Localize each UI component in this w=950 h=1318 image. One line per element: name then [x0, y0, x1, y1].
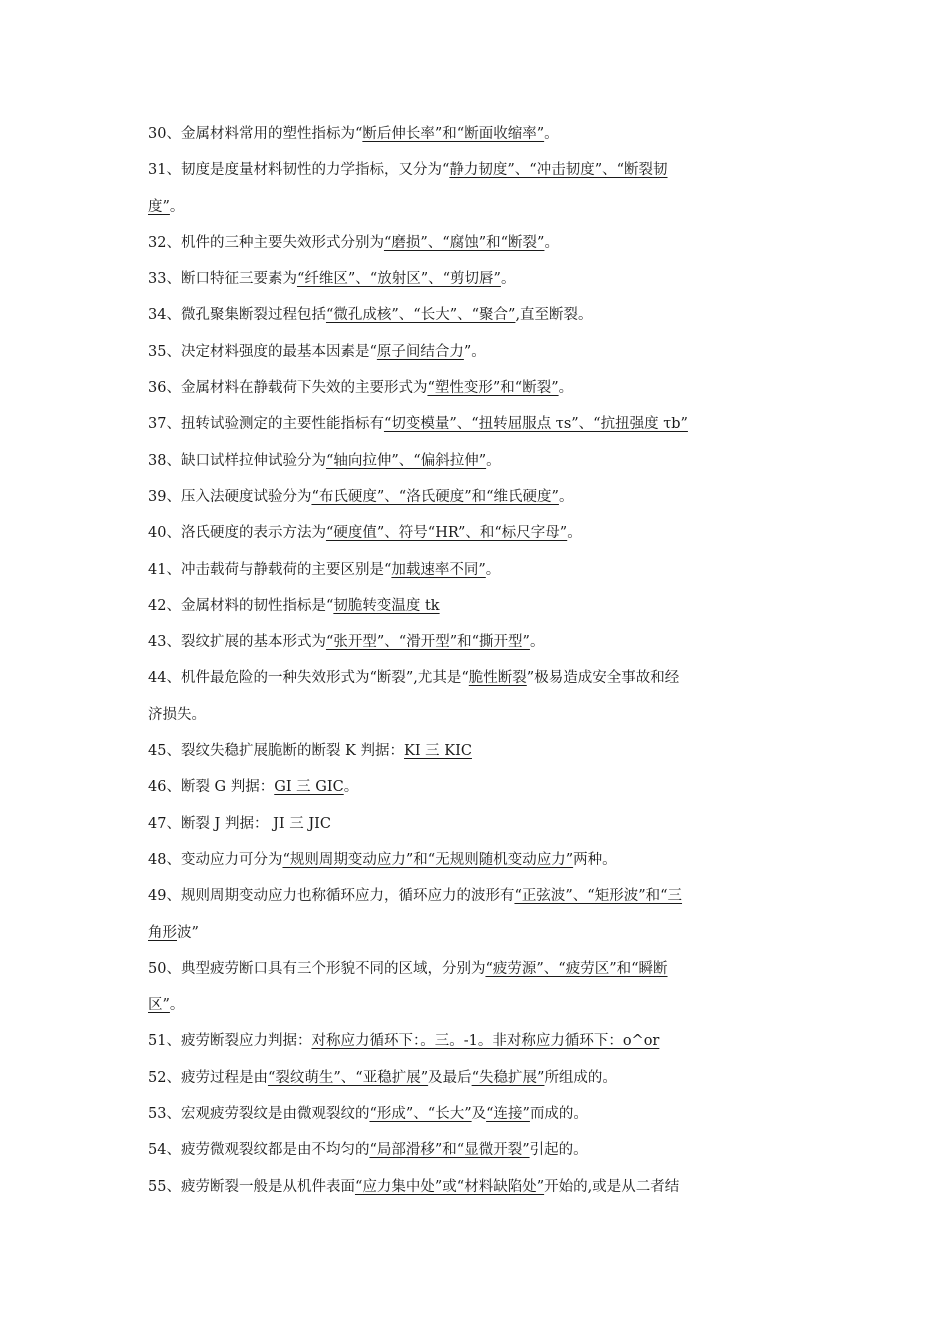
- answer-text: 断后伸长率”和“断面收缩率”: [362, 126, 545, 142]
- answer-text: “纤维区”、“放射区”、“剪切唇”: [296, 271, 501, 288]
- question-text: 。: [544, 126, 559, 142]
- answer-text: 度”: [148, 198, 170, 215]
- question-text: 47、断裂 J 判据： JI 三 JIC: [148, 815, 331, 832]
- question-text: 及: [471, 1106, 487, 1123]
- question-text: 。: [567, 525, 582, 542]
- question-text: 55、疲劳断裂一般是从机件表面: [148, 1178, 355, 1195]
- question-text: 46、断裂 G 判据：: [148, 779, 275, 796]
- question-text: 43、裂纹扩展的基本形式为: [148, 634, 326, 651]
- question-text: ”。: [463, 343, 486, 360]
- text-line: [148, 406, 808, 442]
- question-text: 济损失。: [148, 706, 206, 723]
- text-line: [148, 915, 808, 951]
- text-line: [148, 1132, 808, 1168]
- question-text: 。: [558, 380, 574, 397]
- answer-text: “轴向拉伸”、“偏斜拉伸”: [325, 452, 487, 469]
- text-line: [148, 116, 808, 152]
- question-text: 30、金属材料常用的塑性指标为“: [148, 126, 363, 142]
- answer-text: 脆性断裂: [468, 670, 527, 687]
- text-line: [148, 987, 808, 1023]
- text-line: [148, 189, 808, 225]
- question-text: 44、机件最危险的一种失效形式为“断裂”,尤其是“: [148, 670, 469, 687]
- question-text: 50、典型疲劳断口具有三个形貌不同的区域，分别为: [148, 960, 486, 977]
- text-line: [148, 225, 808, 261]
- question-text: 。: [169, 198, 185, 215]
- question-text: 。: [529, 634, 545, 651]
- answer-text: “失稳扩展”: [471, 1069, 545, 1086]
- text-line: [148, 370, 808, 406]
- text-line: [148, 624, 808, 660]
- text-line: [148, 1169, 808, 1205]
- question-text: 。: [169, 997, 185, 1014]
- answer-text: “连接”: [486, 1106, 530, 1123]
- question-text: 及最后: [428, 1069, 472, 1086]
- answer-text: “形成”、“长大”: [369, 1106, 472, 1123]
- question-text: 。: [485, 561, 501, 578]
- question-text: 。: [558, 488, 574, 505]
- text-line: [148, 660, 808, 696]
- text-line: [148, 152, 808, 188]
- question-text: 51、疲劳断裂应力判据：: [148, 1033, 312, 1050]
- question-text: 33、断口特征三要素为: [148, 271, 297, 288]
- text-line: [148, 552, 808, 588]
- question-text: 42、金属材料的韧性指标是“: [148, 597, 334, 614]
- answer-text: 原子间结合力: [376, 343, 464, 360]
- text-line: [148, 588, 808, 624]
- question-text: 48、变动应力可分为: [148, 851, 283, 868]
- question-text: 45、裂纹失稳扩展脆断的断裂 K 判据：: [148, 743, 405, 760]
- question-text: 两种。: [573, 851, 617, 868]
- text-line: [148, 878, 808, 914]
- answer-text: “裂纹萌生”、“亚稳扩展”: [267, 1069, 429, 1086]
- answer-text: “张开型”、“滑开型”和“撕开型”: [325, 634, 530, 651]
- question-text: 40、洛氏硬度的表示方法为: [148, 525, 326, 542]
- text-line: [148, 733, 808, 769]
- text-line: [148, 1096, 808, 1132]
- question-text: 。: [500, 271, 516, 288]
- answer-text: GI 三 GIC: [274, 779, 344, 796]
- question-text: 32、机件的三种主要失效形式分别为: [148, 234, 384, 251]
- answer-text: “正弦波”、“矩形波”和“三: [514, 888, 683, 905]
- answer-text: “微孔成核”、“长大”、“聚合”: [325, 307, 516, 324]
- answer-text: 对称应力循环下：。三。-1。非对称应力循环下：o^or: [311, 1033, 660, 1050]
- answer-text: “规则周期变动应力”和“无规则随机变动应力”: [282, 851, 574, 868]
- text-line: [148, 1060, 808, 1096]
- answer-text: 区”: [148, 997, 170, 1014]
- question-text: 39、压入法硬度试验分为: [148, 488, 312, 505]
- question-text: ”极易造成安全事故和经: [526, 670, 680, 687]
- question-text: 34、微孔聚集断裂过程包括: [148, 307, 326, 324]
- question-text: 波”: [177, 924, 199, 941]
- question-text: 所组成的。: [544, 1069, 617, 1086]
- text-line: [148, 697, 808, 733]
- answer-text: “疲劳源”、“疲劳区”和“瞬断: [485, 960, 668, 977]
- answer-text: “切变模量”、“扭转屈服点 τs”、“抗扭强度 τb”: [383, 416, 688, 433]
- text-line: [148, 769, 808, 805]
- text-line: [148, 951, 808, 987]
- question-text: 。: [343, 779, 359, 796]
- question-text: 引起的。: [529, 1142, 588, 1159]
- answer-text: 角形: [148, 924, 177, 941]
- question-text: 49、规则周期变动应力也称循环应力，循环应力的波形有: [148, 888, 515, 905]
- question-list: [148, 116, 808, 1205]
- question-text: 54、疲劳微观裂纹都是由不均匀的: [148, 1142, 370, 1159]
- question-text: 36、金属材料在静载荷下失效的主要形式为: [148, 380, 428, 397]
- question-text: 。: [544, 234, 559, 251]
- text-line: [148, 443, 808, 479]
- answer-text: 韧脆转变温度 tk: [333, 597, 440, 614]
- answer-text: “硬度值”、符号“HR”、和“标尺字母”: [325, 525, 568, 542]
- text-line: [148, 806, 808, 842]
- answer-text: “局部滑移”和“显微开裂”: [369, 1142, 530, 1159]
- question-text: 35、决定材料强度的最基本因素是“: [148, 343, 377, 360]
- answer-text: 加载速率不同”: [391, 561, 486, 578]
- text-line: [148, 1023, 808, 1059]
- answer-text: “塑性变形”和“断裂”: [427, 380, 559, 397]
- answer-text: “布氏硬度”、“洛氏硬度”和“维氏硬度”: [311, 488, 559, 505]
- answer-text: 静力韧度”、“冲击韧度”、“断裂韧: [449, 162, 668, 179]
- question-text: 41、冲击载荷与静载荷的主要区别是“: [148, 561, 392, 578]
- question-text: 37、扭转试验测定的主要性能指标有: [148, 416, 384, 433]
- text-line: [148, 261, 808, 297]
- question-text: 。: [486, 452, 501, 469]
- question-text: 38、缺口试样拉伸试验分为: [148, 452, 326, 469]
- text-line: [148, 479, 808, 515]
- question-text: 而成的。: [529, 1106, 588, 1123]
- question-text: 31、韧度是度量材料韧性的力学指标，又分为“: [148, 162, 450, 179]
- text-line: [148, 515, 808, 551]
- question-text: 开始的,或是从二者结: [544, 1178, 680, 1195]
- question-text: 53、宏观疲劳裂纹是由微观裂纹的: [148, 1106, 370, 1123]
- answer-text: “应力集中处”或“材料缺陷处”: [354, 1178, 545, 1195]
- answer-text: KI 三 KIC: [404, 743, 472, 760]
- answer-text: “磨损”、“腐蚀”和“断裂”: [383, 234, 545, 251]
- text-line: [148, 842, 808, 878]
- question-text: ,直至断裂。: [515, 307, 593, 324]
- text-line: [148, 334, 808, 370]
- question-text: 52、疲劳过程是由: [148, 1069, 268, 1086]
- text-line: [148, 297, 808, 333]
